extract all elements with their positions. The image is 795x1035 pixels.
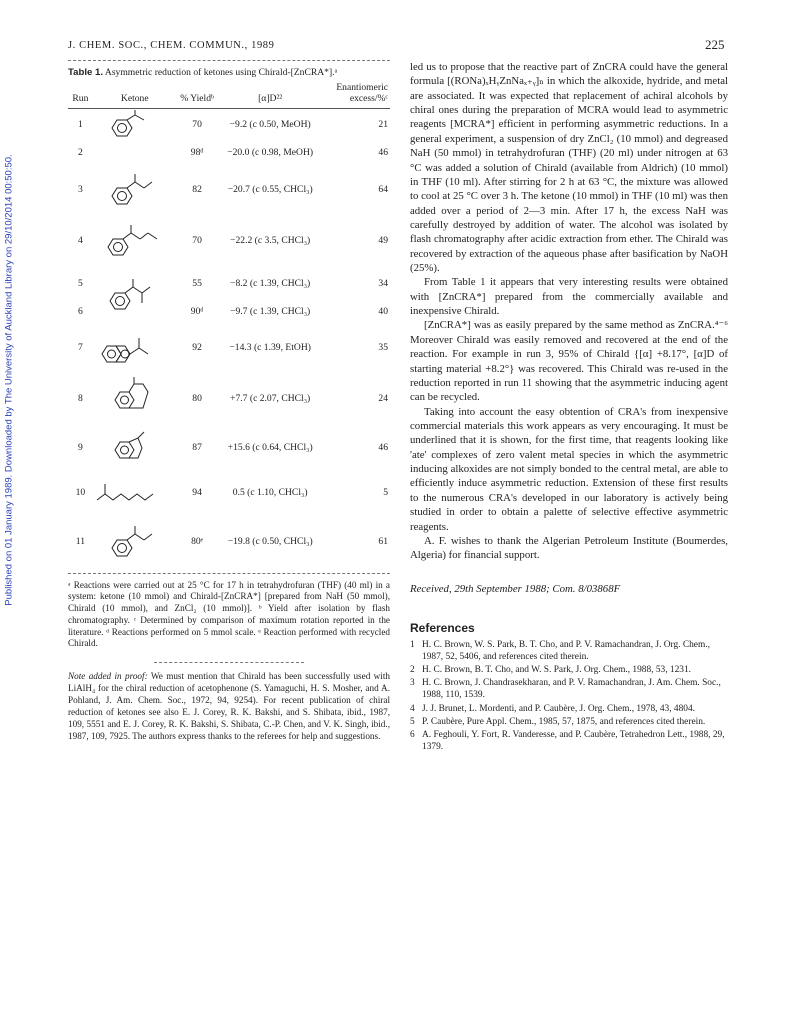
right-column xyxy=(410,60,728,755)
ee-cell: 34 xyxy=(378,278,388,289)
ee-cell: 5 xyxy=(383,487,388,498)
yield-cell: 70 xyxy=(192,119,202,131)
acknowledgement: A. F. wishes to thank the Algerian Petroleum Institute (Boumerdes, Algeria) for financial support. xyxy=(410,534,728,562)
run-number: 9 xyxy=(77,442,83,453)
run-number: 8 xyxy=(77,393,83,404)
table-row xyxy=(68,323,390,373)
rotation-cell: +15.6 (c 0.64, CHCl₃) xyxy=(227,442,313,453)
table-row xyxy=(68,425,390,471)
yield-cell: 94 xyxy=(192,487,202,498)
received-line: Received, 29th September 1988; Com. 8/03868F xyxy=(410,582,621,595)
indanone-structure-icon xyxy=(108,428,162,468)
run-number: 10 xyxy=(75,487,86,498)
watermark-text: Published on 01 January 1989. Downloaded by The University of Auckland Library on 29/10/2014 00:50:50. xyxy=(3,154,15,606)
col-ketone: Ketone xyxy=(120,93,149,104)
reference-item: 6 A. Feghouli, Y. Fort, R. Vanderesse, and P. Caubère, Tetrahedron Lett., 1988, 29, 1379. xyxy=(410,730,725,753)
reference-item: 3 H. C. Brown, J. Chandrasekharan, and P. V. Ramachandran, J. Am. Chem. Soc., 1988, 110, 1539. xyxy=(410,678,721,701)
rotation-cell: +7.7 (c 2.07, CHCl₃) xyxy=(230,393,311,404)
yield-cell: 98ᵈ xyxy=(190,147,204,158)
journal-header: J. CHEM. SOC., CHEM. COMMUN., 1989 xyxy=(68,40,275,51)
ketone-structure xyxy=(93,515,177,569)
download-watermark xyxy=(2,100,16,660)
isobutyrophenone-structure-icon xyxy=(105,273,165,317)
results-table xyxy=(68,82,390,569)
col-rotation: [α]D²² xyxy=(258,93,283,104)
yield-cell: 70 xyxy=(192,235,202,246)
rotation-cell: −9.7 (c 1.39, CHCl₃) xyxy=(230,306,311,317)
rotation-cell: −8.2 (c 1.39, CHCl₃) xyxy=(230,278,311,289)
yield-cell: 90ᵈ xyxy=(190,306,204,317)
run-number: 7 xyxy=(77,342,83,353)
ee-cell: 49 xyxy=(378,235,388,246)
col-ee: Enantiomeric excess/%ᶜ xyxy=(336,82,388,104)
reference-item: 2 H. C. Brown, B. T. Cho, and W. S. Park, J. Org. Chem., 1988, 53, 1231. xyxy=(410,665,692,676)
rotation-cell: −19.8 (c 0.50, CHCl₃) xyxy=(227,536,313,547)
yield-cell: 92 xyxy=(192,342,202,353)
reference-item: 1 H. C. Brown, W. S. Park, B. T. Cho, and P. V. Ramachandran, J. Org. Chem., 1987, 52, 5406, and references cited therein. xyxy=(410,639,710,662)
ketone-structure xyxy=(93,267,177,323)
ee-cell: 40 xyxy=(378,306,388,317)
table-row xyxy=(68,215,390,267)
ketone-structure xyxy=(93,109,177,141)
ee-cell: 61 xyxy=(378,536,388,547)
note-rule xyxy=(154,662,304,663)
top-rule xyxy=(68,60,390,61)
acetophenone-structure-icon xyxy=(105,110,165,140)
col-run: Run xyxy=(72,93,89,104)
table-row xyxy=(68,165,390,215)
body-paragraph: From Table 1 it appears that very interesting results were obtained with [ZnCRA*] prepared from the commercially available and inexpensive Chirald. xyxy=(410,276,728,318)
ketone-structure xyxy=(93,373,177,425)
table-row xyxy=(68,109,390,141)
butyrophenone-structure-icon xyxy=(103,221,167,261)
left-column xyxy=(68,60,390,743)
ee-cell: 46 xyxy=(378,442,388,453)
propiophenone-structure-icon xyxy=(105,170,165,210)
yield-cell: 87 xyxy=(192,442,202,453)
propiophenone-structure-icon xyxy=(105,522,165,562)
tetralone-structure-icon xyxy=(108,376,162,422)
ee-cell: 64 xyxy=(378,184,388,195)
note-added-in-proof xyxy=(68,671,390,743)
rotation-cell: −14.3 (c 1.39, EtOH) xyxy=(229,342,311,353)
run-number: 11 xyxy=(75,536,85,547)
body-paragraph: [ZnCRA*] was as easily prepared by the same method as ZnCRA.⁴⁻⁶ Moreover Chirald was easily removed and recovered at the end of the reaction. For example in run 3, 95% of Chirald {[α] +8.17°, [α]D of starting material +8.2°} was recovered. This Chirald was re-used in the reduction reported in run 11 showing that the asymmetric inducing agent can be recycled. xyxy=(410,319,728,404)
reference-item: 4 J. J. Brunet, L. Mordenti, and P. Caubère, J. Org. Chem., 1978, 43, 4804. xyxy=(410,703,695,714)
octanone-structure-icon xyxy=(95,478,175,508)
table-row xyxy=(68,267,390,301)
references-heading: References xyxy=(410,620,475,635)
table-caption xyxy=(68,67,390,78)
table-row xyxy=(68,141,390,165)
ee-cell: 24 xyxy=(378,393,388,404)
acetonaphthone-structure-icon xyxy=(99,328,171,368)
ee-cell: 35 xyxy=(378,342,388,353)
yield-cell: 82 xyxy=(192,184,202,195)
body-paragraph: Taking into account the easy obtention of CRA's from inexpensive commercial materials this work appears as very encouraging. It must be underlined that it is shown, for the first time, that reagents looking like 'ate' complexes of zero valent metal species in which the asymmetric inducing alkoxides are not simply bonded to the central metal, are able to efficiently induce asymmetric reduction. Extension of these first results to the numerous CRA's developed in our laboratory is actively being studied in order to obtain a palette of selective effective asymmetric reagents. xyxy=(410,405,728,533)
table-row xyxy=(68,373,390,425)
ee-cell: 21 xyxy=(378,119,388,131)
rotation-cell: −22.2 (c 3.5, CHCl₃) xyxy=(230,235,311,246)
run-number: 4 xyxy=(77,235,83,246)
note-label: Note added in proof: xyxy=(68,671,148,682)
run-number: 3 xyxy=(77,184,83,195)
page-number: 225 xyxy=(705,37,725,52)
ee-cell: 46 xyxy=(378,147,388,158)
ketone-structure xyxy=(93,215,177,267)
rotation-cell: −20.0 (c 0.98, MeOH) xyxy=(227,147,314,158)
run-number: 5 xyxy=(77,278,83,289)
references-list xyxy=(410,639,728,754)
table-bottom-rule xyxy=(68,573,390,574)
ketone-structure xyxy=(93,471,177,515)
yield-cell: 80ᵉ xyxy=(191,536,204,547)
body-paragraph: led us to propose that the reactive part of ZnCRA could have the general formula [(RONa)ₓHᵧZnNaₓ₊ᵧ]ₙ in which the alkoxide, hydride, and metal are associated. It was expected that replacement of achiral alcohols by chiral ones during the preparation of MCRA would lead to asymmetric reagents [MCRA*] efficient in performing asymmetric reductions. In a general experiment, a suspension of dry ZnCl₂ (10 mmol) and degreased NaH (50 mmol) in tetrahydrofuran (THF) (20 ml) under nitrogen at 63 °C was added a solution of Chirald (available from Aldrich) (10 mmol) in THF (10 ml). After stirring for 2 h at 63 °C, the mixture was allowed to cool at 25 °C over 3 h. The ketone (10 mmol) in THF (10 ml) was then added over a period of 2—3 min. After 17 h, the excess NaH was carefully destroyed by addition of water. The alcohol was isolated by flash chromatography after acidic extraction from ether. The Chirald was recovered by extraction of the aqueous phase after basification by NaOH (25%). xyxy=(410,61,728,275)
run-number: 1 xyxy=(77,119,83,131)
run-number: 6 xyxy=(77,306,83,317)
table-title: Asymmetric reduction of ketones using Chirald-[ZnCRA*].ᵃ xyxy=(104,67,338,78)
table-row xyxy=(68,515,390,569)
ketone-structure xyxy=(93,425,177,471)
col-yield: % Yieldᵇ xyxy=(180,93,214,104)
ketone-structure xyxy=(93,165,177,215)
table-label: Table 1. xyxy=(68,67,104,78)
table-footnotes: ᵃ Reactions were carried out at 25 °C for 17 h in tetrahydrofuran (THF) (40 ml) in a system: ketone (10 mmol) and Chirald-[ZnCRA*] [prepared from NaH (50 mmol), Chirald (10 mmol), and ZnCl₂ (10 mmol)]. ᵇ Yield after isolation by flash chromatography. ᶜ Determined by comparison of maximum rotation reported in the literature. ᵈ Reactions performed on 5 mmol scale. ᵉ Reaction performed with recycled Chirald. xyxy=(68,579,390,649)
rotation-cell: −20.7 (c 0.55, CHCl₃) xyxy=(227,184,313,195)
reference-item: 5 P. Caubère, Pure Appl. Chem., 1985, 57, 1875, and references cited therein. xyxy=(410,716,706,727)
yield-cell: 55 xyxy=(192,278,202,289)
rotation-cell: 0.5 (c 1.10, CHCl₃) xyxy=(232,487,308,498)
run-number: 2 xyxy=(77,147,83,158)
rotation-cell: −9.2 (c 0.50, MeOH) xyxy=(229,119,311,131)
note-text: We must mention that Chirald has been successfully used with LiAlH₄ for the chiral reduction of acetophenone (S. Yamaguchi, H. S. Mosher, and A. Pohland, J. Am. Chem. Soc., 1972, 94, 9254). For recent publication of chiral reduction of ketones see also E. J. Corey, R. K. Bakshi, and S. Shibata, ibid., 1987, 109, 5551 and E. J. Corey, R. K. Bakshi, S. Shibata, C.-P. Chen, and V. K. Singh, ibid., 1987, 109, 7925. The authors express thanks to the referees for help and suggestions. xyxy=(68,671,390,741)
yield-cell: 80 xyxy=(192,393,202,404)
table-row xyxy=(68,471,390,515)
table-header-row xyxy=(68,82,390,109)
ketone-structure xyxy=(93,323,177,373)
